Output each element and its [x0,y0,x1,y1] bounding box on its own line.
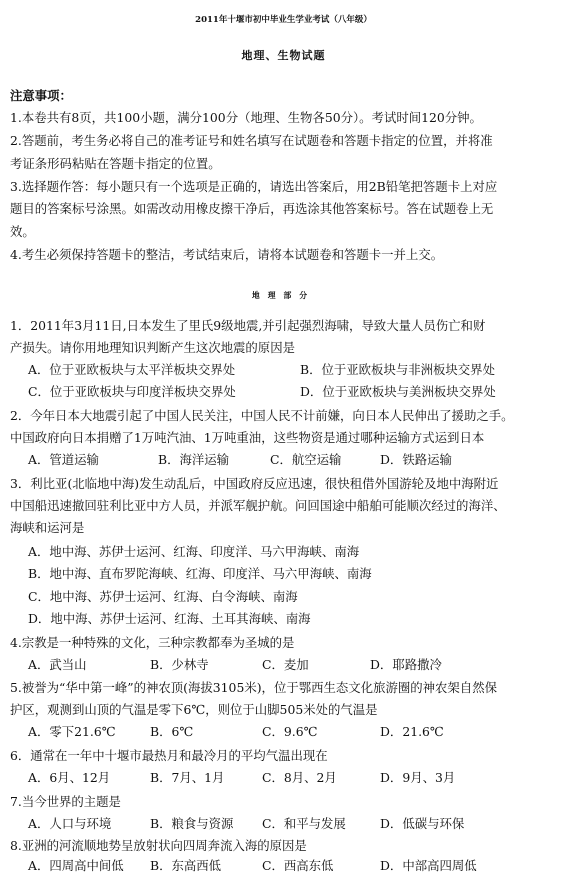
question-text: 8.亚洲的河流顺地势呈放射状向四周奔流入海的原因是 [10,838,307,853]
option-c: C．麦加 [262,657,309,672]
option-d: D．耶路撒冷 [370,657,442,672]
question-text: 海峡和运河是 [10,520,85,535]
question-text: 4.宗教是一种特殊的文化，三种宗教都奉为圣城的是 [10,635,295,650]
option-b: B．海洋运输 [158,452,230,467]
option-a: A．武当山 [28,657,87,672]
question-text: 中国政府向日本捐赠了1万吨汽油、1万吨重油，这些物资是通过哪种运输方式运到日本 [10,430,485,445]
option-b: B．6℃ [150,724,194,739]
option-d: D．低碳与环保 [380,816,465,831]
option-b: B．位于亚欧板块与非洲板块交界处 [300,362,495,377]
option-c: C．西高东低 [262,858,334,873]
question-text: 护区，观测到山顶的气温是零下6℃，则位于山脚505米处的气温是 [10,702,378,717]
question-text: 产损失。请你用地理知识判断产生这次地震的原因是 [10,340,295,355]
question-text: 6．通常在一年中十堰市最热月和最冷月的平均气温出现在 [10,748,328,763]
option-a: A．位于亚欧板块与太平洋板块交界处 [28,362,236,377]
option-c: C．地中海、苏伊士运河、红海、白令海峡、南海 [28,589,298,604]
option-d: D．9月、3月 [380,770,456,785]
option-c: C．位于亚欧板块与印度洋板块交界处 [28,384,236,399]
section-title: 地理部分 [251,291,316,300]
option-c: C．9.6℃ [262,724,318,739]
option-b: B．7月、1月 [150,770,225,785]
notice-line: 2.答题前，考生务必将自己的准考证号和姓名填写在试题卷和答题卡指定的位置，并将准 [10,133,493,148]
exam-subtitle: 地理、生物试题 [241,49,326,62]
question-text: 5.被誉为“华中第一峰”的神农顶(海拔3105米)，位于鄂西生态文化旅游圈的神农架自然保 [10,680,497,695]
option-c: C．8月、2月 [262,770,337,785]
notice-line: 4.考生必须保持答题卡的整洁，考试结束后，请将本试题卷和答题卡一并上交。 [10,247,444,262]
option-c: C．和平与发展 [262,816,346,831]
notice-heading: 注意事项： [10,88,72,103]
notice-line: 考证条形码粘贴在答题卡指定的位置。 [10,156,221,171]
question-text: 7.当今世界的主题是 [10,794,121,809]
option-d: D．地中海、苏伊士运河、红海、土耳其海峡、南海 [28,611,311,626]
option-a: A．四周高中间低 [28,858,124,873]
option-a: A．管道运输 [28,452,99,467]
option-b: B．少林寺 [150,657,209,672]
option-a: A．地中海、苏伊士运河、红海、印度洋、马六甲海峡、南海 [28,544,360,559]
question-text: 3．利比亚(北临地中海)发生动乱后，中国政府反应迅速，很快租借外国游轮及地中海附近 [10,476,499,491]
option-d: D．位于亚欧板块与美洲板块交界处 [300,384,496,399]
option-c: C．航空运输 [270,452,342,467]
notice-line: 题目的答案标号涂黑。如需改动用橡皮擦干净后，再选涂其他答案标号。答在试题卷上无 [10,201,494,216]
option-b: B．地中海、直布罗陀海峡、红海、印度洋、马六甲海峡、南海 [28,566,372,581]
question-text: 中国船迅速撤回驻利比亚中方人员，并派军舰护航。问回国途中船舶可能顺次经过的海洋、 [10,498,506,513]
option-d: D．铁路运输 [380,452,452,467]
notice-line: 1.本卷共有8页，共100小题，满分100分（地理、生物各50分）。考试时间120分钟。 [10,110,482,125]
question-text: 2．今年日本大地震引起了中国人民关注，中国人民不计前嫌，向日本人民伸出了援助之手。 [10,408,514,423]
option-a: A．6月、12月 [28,770,111,785]
question-text: 1．2011年3月11日,日本发生了里氏9级地震,并引起强烈海啸，导致大量人员伤亡和财 [10,318,486,333]
option-b: B．东高西低 [150,858,222,873]
option-d: D．21.6℃ [380,724,444,739]
notice-line: 3.选择题作答：每小题只有一个选项是正确的，请选出答案后，用2B铅笔把答题卡上对应 [10,179,498,194]
notice-line: 效。 [10,224,35,239]
option-b: B．粮食与资源 [150,816,234,831]
option-d: D．中部高四周低 [380,858,477,873]
exam-title: 2011年十堰市初中毕业生学业考试（八年级） [195,15,372,25]
option-a: A．零下21.6℃ [28,724,116,739]
option-a: A．人口与环境 [28,816,112,831]
